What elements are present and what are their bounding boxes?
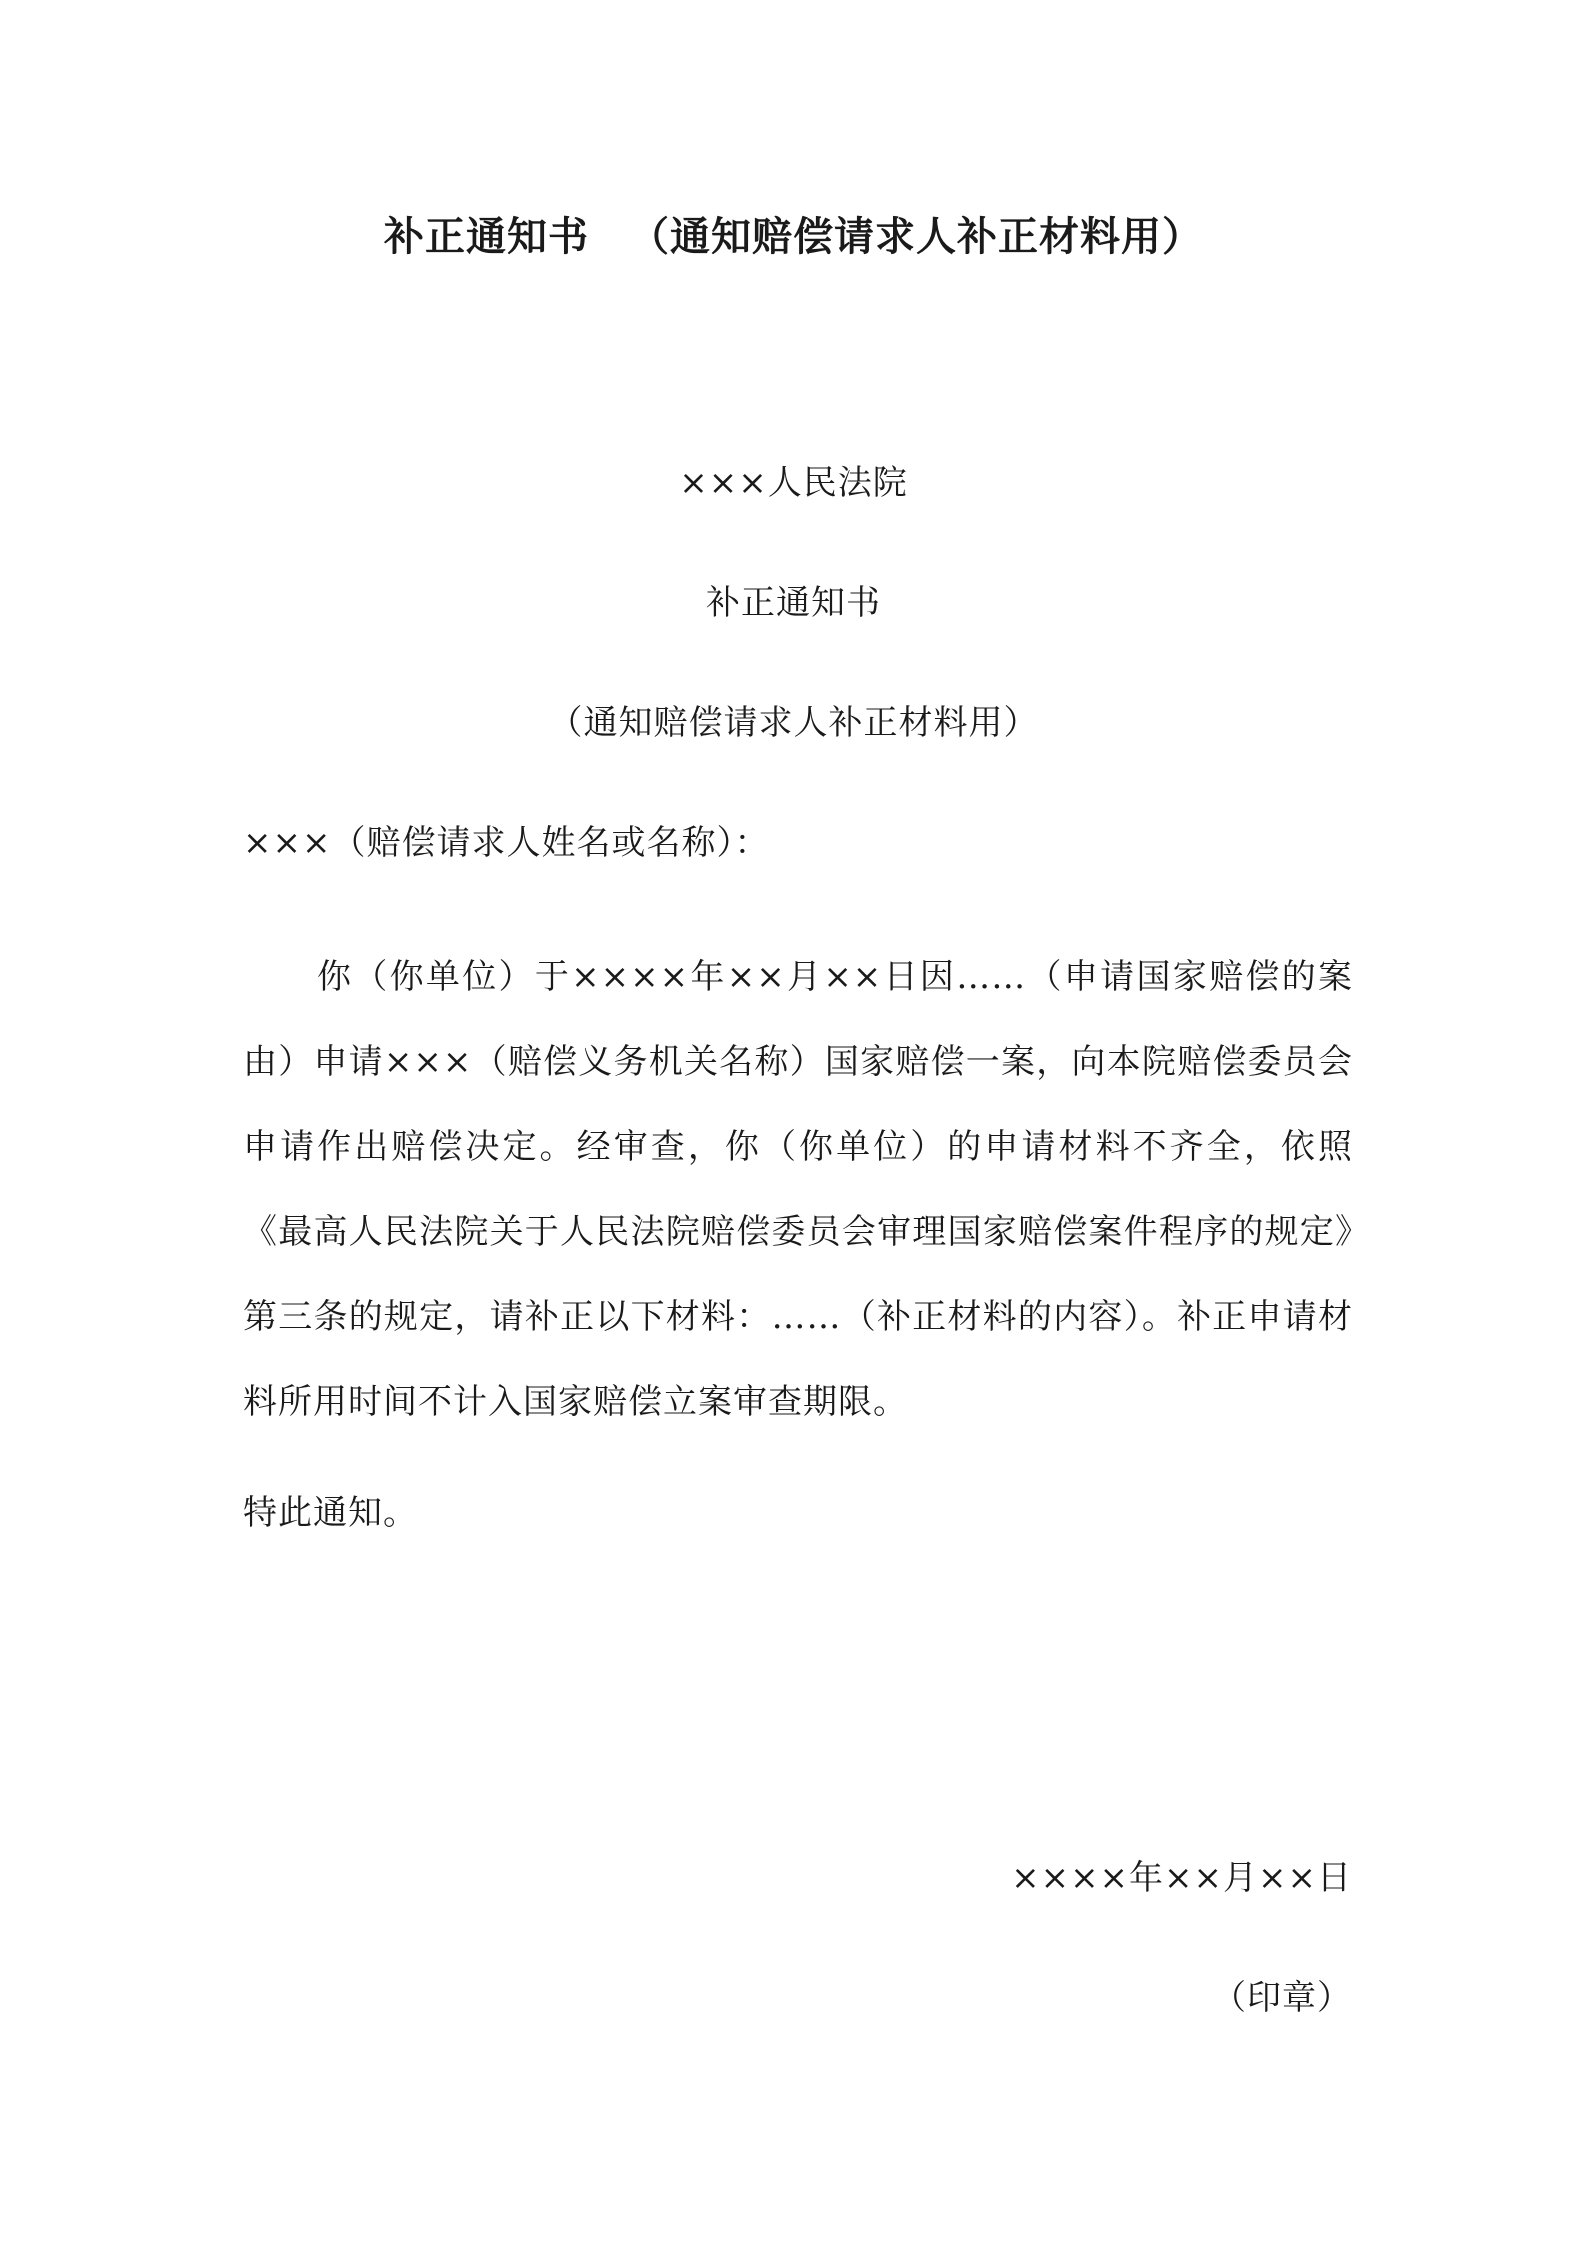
notice-heading: 补正通知书 xyxy=(706,583,881,623)
seal-placeholder: （印章） xyxy=(1212,1978,1352,2018)
document-title-sub: （通知赔偿请求人补正材料用） xyxy=(629,213,1203,260)
court-name: ×××人民法院 xyxy=(679,463,908,503)
document-title xyxy=(0,205,1587,262)
issue-date: ××××年××月××日 xyxy=(1011,1858,1352,1898)
body-paragraph: 你（你单位）于××××年××月××日因……（申请国家赔偿的案由）申请×××（赔偿义务机关名称）国家赔偿一案，向本院赔偿委员会申请作出赔偿决定。经审查，你（你单位）的申请材料不齐全，依照《最高人民法院关于人民法院赔偿委员会审理国家赔偿案件程序的规定》第三条的规定，请补正以下材料：……（补正材料的内容）。补正申请材料所用时间不计入国家赔偿立案审查期限。 xyxy=(243,957,1353,1422)
notice-purpose: （通知赔偿请求人补正材料用） xyxy=(548,703,1039,743)
addressee-line: ×××（赔偿请求人姓名或名称）： xyxy=(243,823,770,863)
closing-line: 特此通知。 xyxy=(243,1493,418,1533)
document-title-main: 补正通知书 xyxy=(384,213,589,260)
